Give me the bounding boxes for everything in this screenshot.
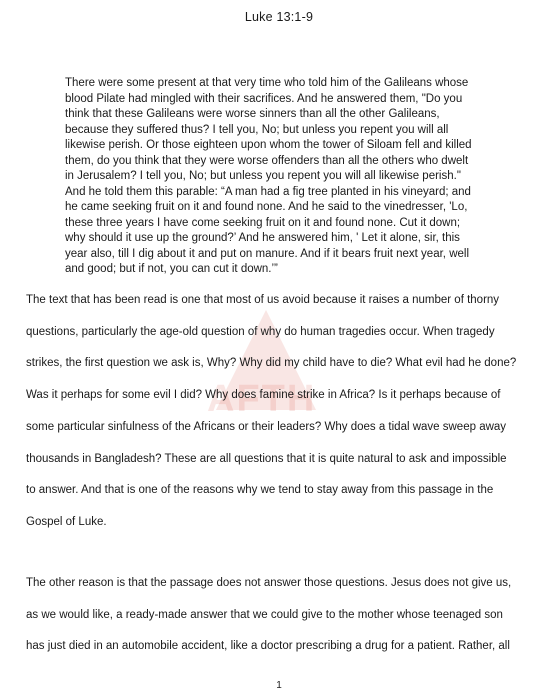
scripture-line: them, do you think that they were worse offenders than all the others who dwelt [65, 154, 469, 167]
page-number: 1 [276, 680, 282, 691]
watermark-text: AFTH [207, 378, 317, 420]
scripture-line: he came seeking fruit on it and found none. And he said to the vinedresser, 'Lo, [65, 201, 468, 213]
scripture-line: And he told them this parable: “A man had a fig tree planted in his vineyard; and [65, 185, 471, 198]
paragraph-line: has just died in an automobile accident, like a doctor prescribing a drug for a patient. Rather, all [26, 640, 510, 653]
page-title: Luke 13:1-9 [244, 10, 314, 24]
paragraph-line: questions, particularly the age-old question of why do human tragedies occur. When tragedy [26, 325, 495, 338]
paragraph-line: The other reason is that the passage does not answer those questions. Jesus does not give us, [26, 577, 512, 589]
scripture-line: think that these Galileans were worse sinners than all the other Galileans, [65, 108, 440, 120]
paragraph-line: The text that has been read is one that most of us avoid because it raises a number of thorny [26, 294, 500, 306]
scripture-line: why should it use up the ground?’ And he answered him, ' Let it alone, sir, this [65, 232, 460, 244]
paragraph-line: some particular sinfulness of the Africans or their leaders? Why does a tidal wave sweep away [26, 420, 507, 433]
paragraph-line: as we would like, a ready-made answer that we could give to the mother whose teenaged son [26, 608, 503, 621]
paragraph-line: to answer. And that is one of the reasons why we tend to stay away from this passage in the [26, 484, 494, 497]
scripture-line: in Jerusalem? I tell you, No; but unless you repent you will all likewise perish." [65, 170, 461, 182]
paragraph-line: strikes, the first question we ask is, Why? Why did my child have to die? What evil had he done? [26, 357, 517, 370]
scripture-line: because they suffered thus? I tell you, No; but unless you repent you will all [65, 123, 449, 136]
scripture-line: There were some present at that very time who told him of the Galileans whose [65, 77, 469, 89]
body-paragraph-1 [26, 285, 546, 539]
paragraph-line: Gospel of Luke. [26, 515, 107, 528]
paragraph-line: Was it perhaps for some evil I did? Why does famine strike in Africa? Is it perhaps because of [26, 389, 501, 402]
scripture-line: these three years I have come seeking fruit on it and found none. Cut it down; [65, 216, 461, 229]
scripture-line: and good; but if not, you can cut it down.’” [65, 263, 278, 275]
scripture-quote [65, 76, 505, 278]
body-paragraph-2 [26, 568, 546, 663]
paragraph-line: thousands in Bangladesh? These are all questions that it is quite natural to ask and impossible [26, 452, 507, 465]
scripture-line: blood Pilate had mingled with their sacrifices. And he answered them, "Do you [65, 92, 463, 105]
scripture-line: likewise perish. Or those eighteen upon whom the tower of Siloam fell and killed [65, 139, 472, 151]
scripture-line: year also, till I dig about it and put on manure. And if it bears fruit next year, well [65, 247, 469, 260]
